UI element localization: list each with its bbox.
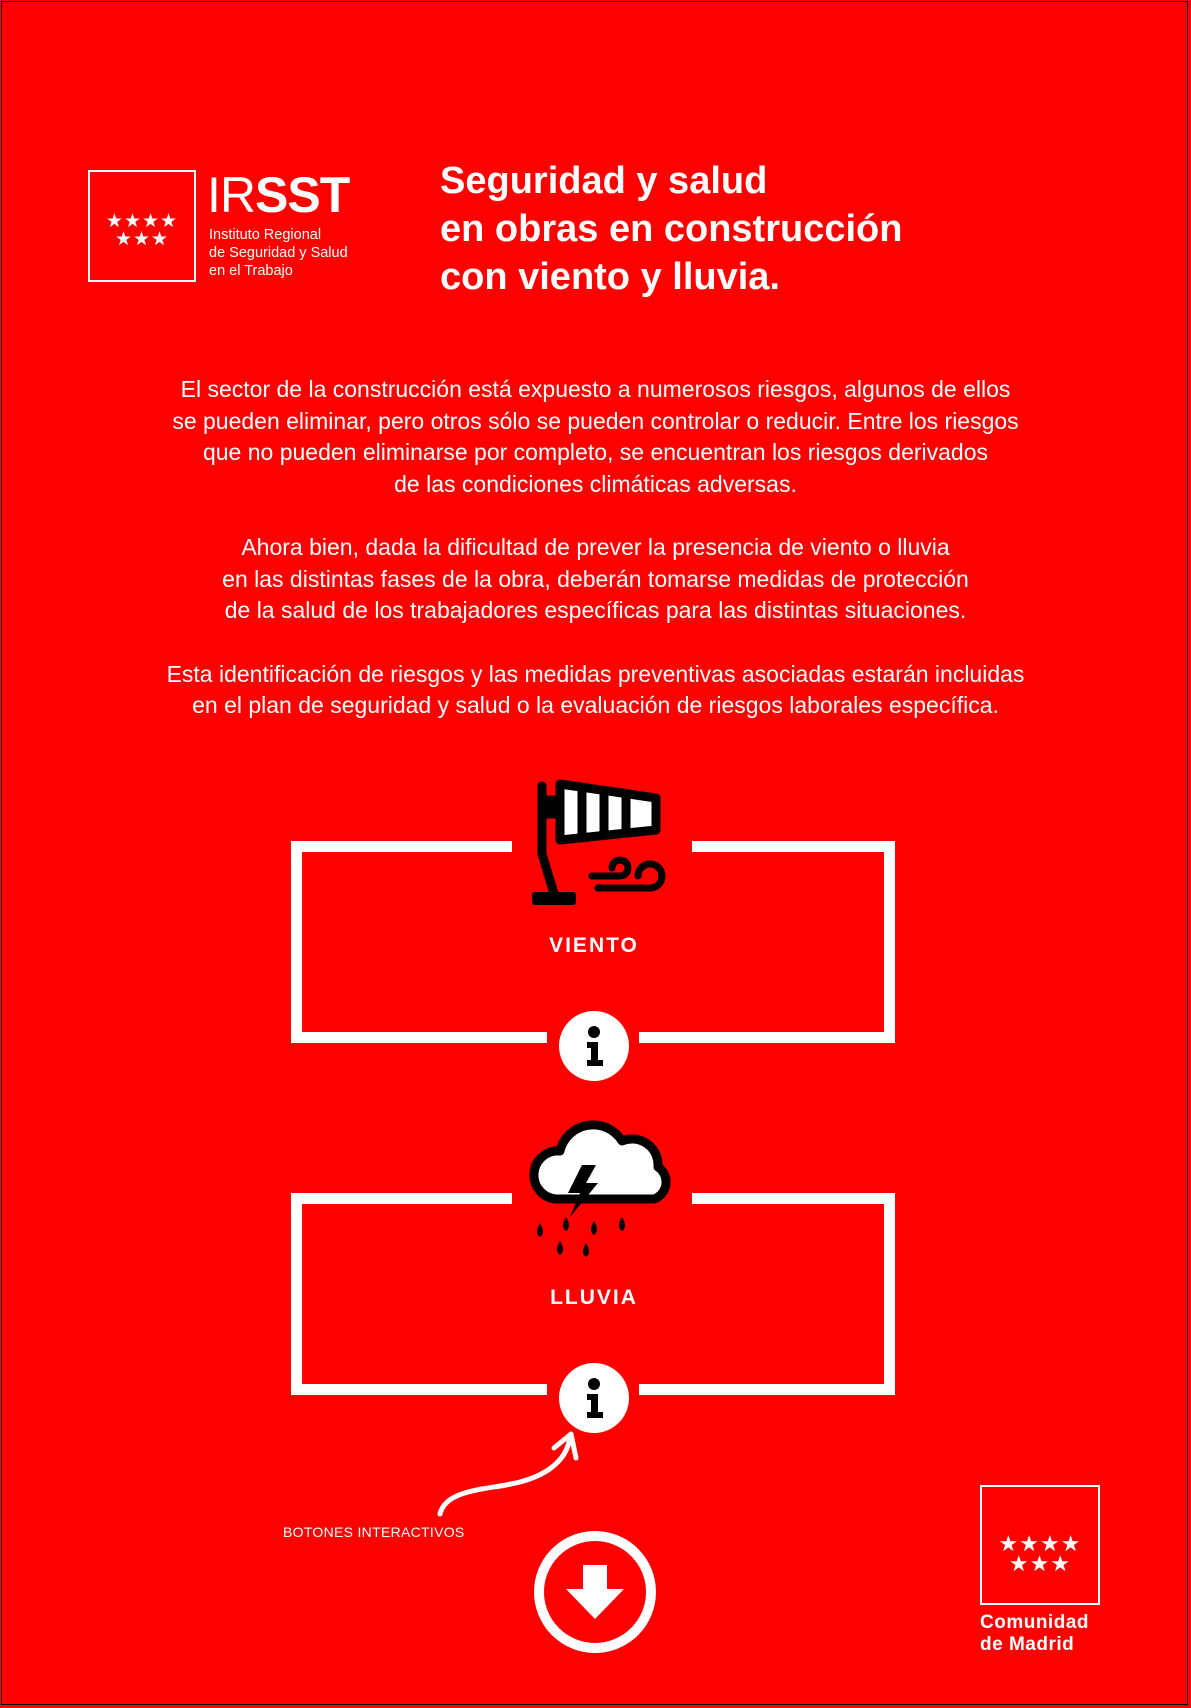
title-line: en obras en construcción — [440, 208, 903, 250]
cm-stars-row1: ★★★★ — [998, 1531, 1082, 1556]
irsst-wordmark — [207, 167, 350, 223]
intro-line: en el plan de seguridad y salud o la evaluación de riesgos laborales específica. — [192, 692, 999, 718]
intro-line: se pueden eliminar, pero otros sólo se pueden controlar o reducir. Entre los riesgos — [172, 407, 1019, 434]
intro-line: de la salud de los trabajadores específicas para las distintas situaciones. — [224, 597, 967, 623]
irsst-subtitle-line: en el Trabajo — [209, 263, 293, 279]
curved-arrow-icon — [430, 1428, 580, 1522]
wordmark-sst: SST — [255, 167, 350, 223]
arrow-down-circle-icon — [534, 1531, 656, 1653]
irsst-subtitle-line: Instituto Regional — [209, 227, 322, 243]
intro-line: Esta identificación de riesgos y las medidas preventivas asociadas estarán incluidas — [166, 660, 1025, 687]
cm-line: de Madrid — [980, 1634, 1075, 1655]
annotation-text: BOTONES INTERACTIVOS — [283, 1524, 465, 1540]
intro-paragraph-2 — [60, 532, 1131, 627]
cm-stars-row2: ★★★ — [1008, 1551, 1072, 1576]
intro-text — [60, 374, 1131, 754]
intro-paragraph-3 — [60, 659, 1131, 722]
storm-cloud-icon — [526, 1113, 672, 1263]
cm-line: Comunidad — [980, 1612, 1089, 1633]
intro-line: en las distintas fases de la obra, deberán tomarse medidas de protección — [222, 565, 969, 592]
intro-paragraph-1 — [60, 374, 1131, 500]
logo-stars-row2: ★★★ — [114, 229, 170, 250]
intro-line: El sector de la construcción está expuesto a numerosos riesgos, algunos de ellos — [180, 376, 1011, 402]
lluvia-label: LLUVIA — [550, 1286, 638, 1309]
scroll-down-button[interactable] — [534, 1531, 656, 1653]
page-title — [440, 157, 1140, 301]
intro-line: de las condiciones climáticas adversas. — [394, 470, 797, 497]
info-icon — [559, 1363, 629, 1433]
viento-label: VIENTO — [549, 934, 639, 957]
irsst-subtitle — [209, 226, 409, 280]
irsst-logo-box — [88, 170, 196, 282]
viento-info-button[interactable] — [559, 1011, 629, 1081]
irsst-subtitle-line: de Seguridad y Salud — [209, 245, 348, 261]
comunidad-madrid-text — [980, 1612, 1089, 1656]
logo-stars-row1: ★★★★ — [105, 211, 179, 232]
lluvia-info-button[interactable] — [559, 1363, 629, 1433]
intro-line: que no pueden eliminarse por completo, se encuentran los riesgos derivados — [202, 439, 989, 465]
info-icon — [559, 1011, 629, 1081]
comunidad-madrid-logo — [980, 1485, 1100, 1605]
title-line: Seguridad y salud — [440, 160, 768, 202]
windsock-icon — [528, 774, 672, 910]
wordmark-ir: IR — [207, 167, 255, 223]
intro-line: Ahora bien, dada la dificultad de prever la presencia de viento o lluvia — [241, 534, 950, 560]
title-line: con viento y lluvia. — [440, 256, 780, 298]
